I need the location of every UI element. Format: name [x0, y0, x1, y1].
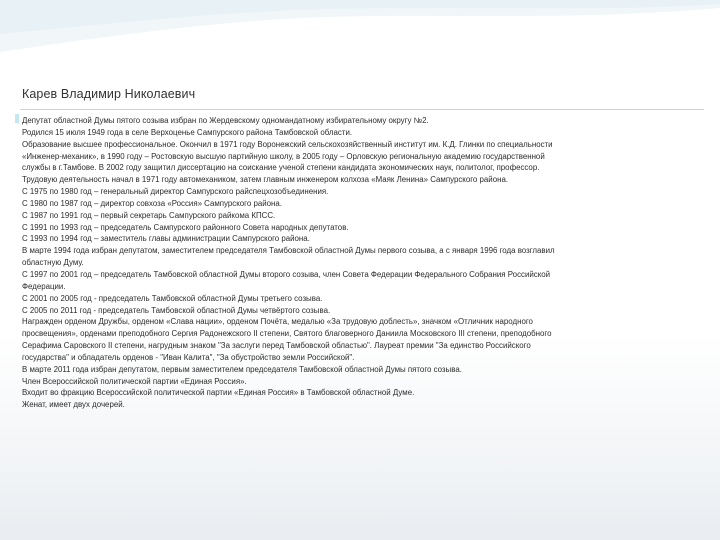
page-title: Карев Владимир Николаевич — [22, 87, 196, 101]
text-line: С 1997 по 2001 год – председатель Тамбовской областной Думы второго созыва, член Совета Федерации Федерального Собрания Российской — [22, 269, 551, 279]
title-divider — [20, 109, 704, 110]
text-line: В марте 2011 года избран депутатом, первым заместителем председателя Тамбовской областной Думы пятого созыва. — [22, 364, 462, 374]
text-line: С 1975 по 1980 год – генеральный директор Сампурского райспецхозобъединения. — [22, 187, 329, 197]
text-line: Член Всероссийской политической партии «Единая Россия». — [22, 376, 247, 386]
text-line: Награжден орденом Дружбы, орденом «Слава нации», орденом Почёта, медалью «За трудовую доблесть», значком «Отличник народного — [22, 317, 533, 327]
text-line: Образование высшее профессиональное. Окончил в 1971 году Воронежский сельскохозяйственный институт им. К.Д. Глинки по специальности — [22, 139, 553, 149]
text-line: С 1993 по 1994 год – заместитель главы администрации Сампурского района. — [22, 234, 310, 244]
text-line: В марте 1994 года избран депутатом, заместителем председателя Тамбовской областной Думы первого созыва, а с января 1996 года возглавил — [22, 246, 555, 256]
bullet-marker — [15, 114, 19, 123]
biography-text — [22, 115, 710, 411]
text-line: службы в г.Тамбове. В 2002 году защитил диссертацию на соискание ученой степени кандидата экономических наук, политолог, профессор. — [22, 163, 540, 173]
text-line: С 2005 по 2011 год - председатель Тамбовской областной Думы четвёртого созыва. — [22, 305, 331, 315]
text-line: государства" и обладатель орденов - "Иван Калита", "За обустройство земли Российской". — [22, 352, 355, 362]
text-line: С 2001 по 2005 год - председатель Тамбовской областной Думы третьего созыва. — [22, 293, 323, 303]
text-line: просвещения», орденами преподобного Сергия Радонежского II степени, Святого благоверного Даниила Московского III степени, преподобного — [22, 329, 552, 339]
text-line: Серафима Саровского II степени, нагрудным знаком "За заслуги перед Тамбовской областью". Лауреат премии "За единство Российского — [22, 341, 531, 351]
text-line: Женат, имеет двух дочерей. — [22, 400, 125, 410]
text-line: «Инженер-механик», в 1990 году – Ростовскую высшую партийную школу, в 2005 году – Орловскую региональную академию государственной — [22, 151, 545, 161]
text-line: Федерации. — [22, 281, 66, 291]
text-line: областную Думу. — [22, 258, 84, 268]
text-line: С 1987 по 1991 год – первый секретарь Сампурского райкома КПСС. — [22, 210, 276, 220]
text-line: Трудовую деятельность начал в 1971 году автомехаником, затем главным инженером колхоза «Маяк Ленина» Сампурского района. — [22, 175, 509, 185]
text-line: Депутат областной Думы пятого созыва избран по Жердевскому одномандатному избирательному округу №2. — [22, 116, 429, 125]
text-line: С 1980 по 1987 год – директор совхоза «Россия» Сампурского района. — [22, 198, 282, 208]
text-line: С 1991 по 1993 год – председатель Сампурского районного Совета народных депутатов. — [22, 222, 349, 232]
text-line: Входит во фракцию Всероссийской политической партии «Единая Россия» в Тамбовской областной Думе. — [22, 388, 415, 398]
text-line: Родился 15 июля 1949 года в селе Верхоценье Сампурского района Тамбовской области. — [22, 127, 353, 137]
decorative-wave — [0, 0, 720, 120]
